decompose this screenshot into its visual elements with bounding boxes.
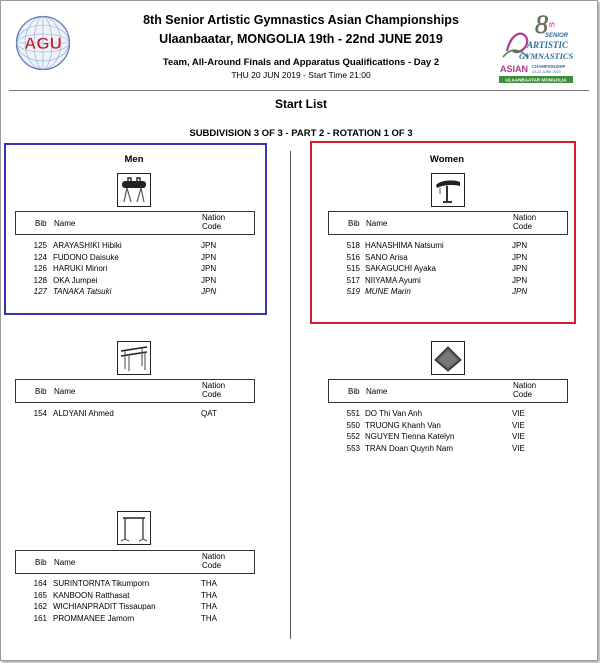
athlete-name: SURINTORNTA Tikumporn: [53, 579, 150, 588]
championship-title: 8th Senior Artistic Gymnastics Asian Championships: [143, 13, 459, 27]
men-table-header: Bib Name Nation Code: [15, 550, 255, 574]
nation-column-header: Nation: [202, 213, 226, 222]
athlete-row: [328, 252, 566, 264]
athlete-row: [15, 613, 253, 625]
athlete-nation: THA: [201, 602, 217, 611]
women-table-header: Bib Name Nation Code: [328, 379, 568, 403]
location-dates: Ulaanbaatar, MONGOLIA 19th - 22nd JUNE 2019: [159, 32, 443, 46]
athlete-bib: 515: [346, 264, 360, 273]
athlete-row: [15, 578, 253, 590]
athlete-nation: JPN: [201, 252, 217, 262]
athlete-row: [15, 590, 253, 602]
pommel-horse-icon: [117, 173, 151, 207]
athlete-bib: 125: [33, 241, 47, 250]
athlete-nation: VIE: [512, 443, 525, 453]
athlete-name: SANO Arisa: [365, 252, 408, 262]
athlete-nation: VIE: [512, 420, 525, 430]
women-table-header: Bib Name Nation Code: [328, 211, 568, 235]
athlete-name: OKA Jumpei: [53, 275, 98, 285]
women-group-1-list: [328, 240, 566, 298]
athlete-nation: JPN: [201, 287, 217, 296]
athlete-name: PROMMANEE Jamorn: [53, 613, 135, 623]
athlete-name: KANBOON Ratthasat: [53, 590, 130, 600]
svg-text:CHAMPIONSHIP: CHAMPIONSHIP: [532, 64, 566, 69]
men-heading: Men: [124, 154, 144, 165]
athlete-name: ARAYASHIKI Hibiki: [53, 241, 122, 250]
svg-text:ASIAN: ASIAN: [500, 64, 529, 74]
athlete-row: [328, 420, 566, 432]
athlete-nation: JPN: [512, 264, 528, 273]
svg-text:th: th: [549, 22, 555, 29]
athlete-name: MUNE Marin: [365, 287, 411, 296]
athlete-nation: JPN: [201, 264, 217, 273]
athlete-bib: 517: [346, 275, 360, 285]
championship-logo: [497, 11, 575, 87]
athlete-nation: THA: [201, 613, 217, 623]
athlete-bib: 161: [33, 613, 47, 623]
men-table-header: Bib Name Nation Code: [15, 211, 255, 235]
athlete-name: NGUYEN Tienna Katelyn: [365, 432, 455, 441]
athlete-bib: 516: [346, 252, 360, 262]
athlete-name: HANASHIMA Natsumi: [365, 241, 444, 250]
women-group-2-list: [328, 408, 566, 454]
athlete-bib: 553: [346, 443, 360, 453]
athlete-bib: 126: [33, 264, 47, 273]
athlete-row: [328, 408, 566, 420]
athlete-bib: 550: [346, 420, 360, 430]
athlete-name: WICHIANPRADIT Tissaupan: [53, 602, 156, 611]
floor-exercise-icon: [431, 341, 465, 375]
athlete-row: [15, 263, 253, 275]
athlete-bib: 154: [33, 409, 47, 418]
athlete-bib: 551: [346, 409, 360, 418]
women-heading: Women: [429, 154, 465, 165]
svg-text:ARTISTIC: ARTISTIC: [527, 40, 569, 50]
athlete-bib: 519: [346, 287, 360, 296]
men-table-header: Bib Name Nation Code: [15, 379, 255, 403]
agu-logo-text: AGU: [24, 34, 62, 53]
agu-logo: [15, 15, 71, 71]
athlete-row: [328, 275, 566, 287]
athlete-nation: JPN: [201, 241, 217, 250]
athlete-row: [15, 286, 253, 298]
athlete-name: SAKAGUCHI Ayaka: [365, 264, 436, 273]
column-divider: [290, 151, 291, 639]
athlete-bib: 164: [33, 579, 47, 588]
date-start-time: THU 20 JUN 2019 - Start Time 21:00: [231, 70, 371, 80]
athlete-nation: JPN: [512, 275, 528, 285]
athlete-bib: 518: [346, 241, 360, 250]
athlete-nation: JPN: [512, 252, 528, 262]
horizontal-bar-icon: [117, 511, 151, 545]
name-column-header: Name: [54, 219, 76, 228]
athlete-nation: VIE: [512, 432, 525, 441]
athlete-row: [328, 431, 566, 443]
athlete-name: TRUONG Khanh Van: [365, 420, 441, 430]
subdivision-label: SUBDIVISION 3 OF 3 - PART 2 - ROTATION 1 OF 3: [189, 128, 413, 139]
athlete-row: [15, 252, 253, 264]
athlete-nation: THA: [201, 579, 217, 588]
athlete-row: [15, 601, 253, 613]
athlete-nation: THA: [201, 590, 217, 600]
athlete-name: ALDYANI Ahmed: [53, 409, 114, 418]
svg-text:GYMNASTICS: GYMNASTICS: [519, 51, 574, 61]
athlete-bib: 552: [346, 432, 360, 441]
athlete-bib: 162: [33, 602, 47, 611]
athlete-row: [15, 240, 253, 252]
athlete-nation: VIE: [512, 409, 525, 418]
athlete-nation: QAT: [201, 409, 217, 418]
athlete-bib: 165: [33, 590, 47, 600]
athlete-nation: JPN: [512, 287, 528, 296]
page-title: Start List: [274, 97, 327, 111]
svg-text:SENIOR: SENIOR: [545, 33, 569, 39]
athlete-name: DO Thi Van Anh: [365, 409, 423, 418]
athlete-name: FUDONO Daisuke: [53, 252, 119, 262]
athlete-nation: JPN: [201, 275, 217, 285]
athlete-name: TRAN Doan Quynh Nam: [365, 443, 454, 453]
men-group-2-list: [15, 408, 253, 420]
vault-icon: [431, 173, 465, 207]
svg-text:19-22 JUNE 2019: 19-22 JUNE 2019: [532, 70, 561, 74]
athlete-name: HARUKI Minori: [53, 264, 108, 273]
athlete-row: [328, 286, 566, 298]
header-rule: [9, 90, 589, 91]
athlete-bib: 128: [33, 275, 47, 285]
parallel-bars-icon: [117, 341, 151, 375]
athlete-row: [328, 443, 566, 455]
event-name: Team, All-Around Finals and Apparatus Qualifications - Day 2: [162, 57, 440, 68]
athlete-bib: 124: [33, 252, 47, 262]
athlete-row: [328, 263, 566, 275]
men-group-3-list: [15, 578, 253, 624]
bib-column-header: Bib: [35, 219, 47, 228]
athlete-bib: 127: [33, 287, 47, 296]
svg-text:ULAANBAATAR MONGOLIA: ULAANBAATAR MONGOLIA: [505, 77, 567, 83]
athlete-name: NIIYAMA Ayumi: [365, 275, 421, 285]
svg-text:8: 8: [535, 11, 548, 39]
athlete-row: [15, 275, 253, 287]
athlete-nation: JPN: [512, 241, 528, 250]
athlete-row: [328, 240, 566, 252]
athlete-row: [15, 408, 253, 420]
men-group-1-list: [15, 240, 253, 298]
athlete-name: TANAKA Tatsuki: [53, 287, 112, 296]
